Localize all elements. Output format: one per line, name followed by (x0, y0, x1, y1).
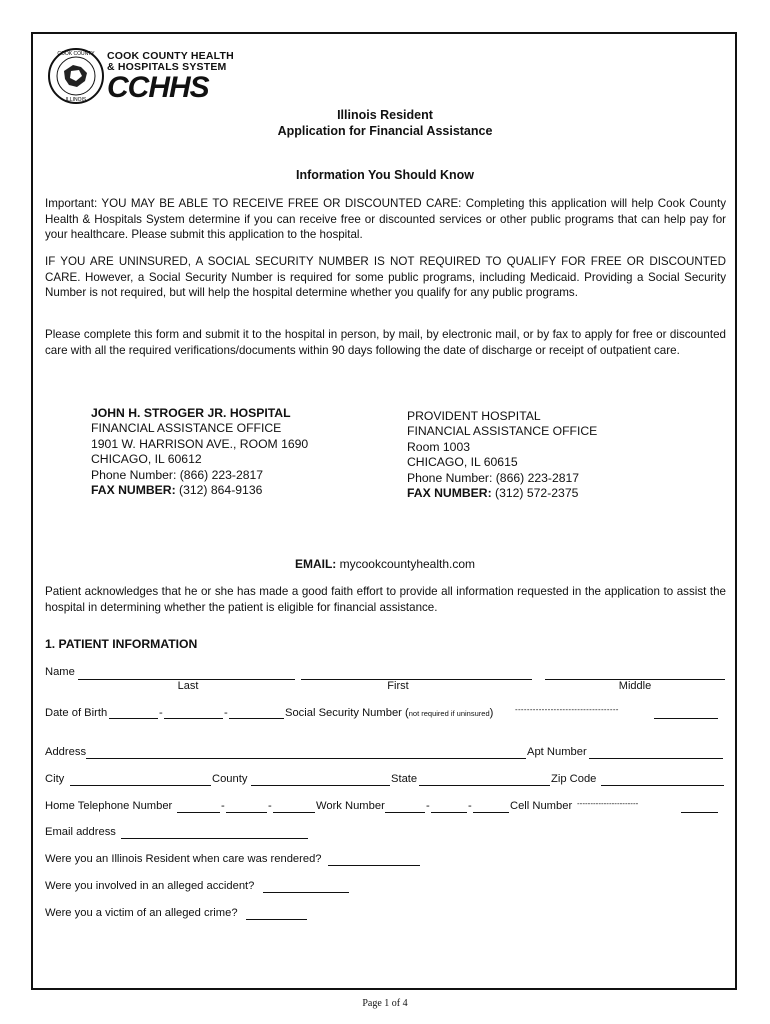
city-field[interactable] (70, 785, 211, 786)
state-field[interactable] (419, 785, 550, 786)
cell-number-label: Cell Number (510, 800, 573, 812)
home-phone-area-field[interactable] (177, 812, 220, 813)
stroger-phone: Phone Number: (866) 223-2817 (91, 467, 264, 482)
provident-address (407, 409, 597, 501)
work-area-field[interactable] (385, 812, 425, 813)
logo-abbreviation: CCHHS (107, 71, 209, 104)
cell-field[interactable] (681, 812, 718, 813)
dob-day-field[interactable] (164, 718, 223, 719)
dob-label: Date of Birth (45, 707, 108, 719)
stroger-street: 1901 W. HARRISON AVE., ROOM 1690 (91, 436, 309, 451)
question-alleged-crime: Were you a victim of an alleged crime? (45, 907, 238, 919)
intro-paragraph-3: Please complete this form and submit it to the hospital in person, by mail, by electronic mail, or by fax to apply for free or discounted care with all the required verifications/documents within 90 days following the date of discharge or receipt of outpatient care. (45, 328, 726, 357)
intro-paragraph-2: IF YOU ARE UNINSURED, A SOCIAL SECURITY NUMBER IS NOT REQUIRED TO QUALIFY FOR FREE OR DISCOUNTED CARE. However, a Social Security Number is required for some public programs, including Medicaid. Providing a Social Security Number is not required, but will help the hospital determine whether you qualify for any public programs. (45, 255, 726, 300)
email-address-field[interactable] (121, 838, 308, 839)
ssn-note: not required if uninsured (408, 709, 490, 718)
stroger-city: CHICAGO, IL 60612 (91, 452, 202, 467)
cell-dashes: ----------------------- (577, 799, 639, 808)
work-line-field[interactable] (473, 812, 509, 813)
home-phone-line-field[interactable] (273, 812, 315, 813)
stroger-name: JOHN H. STROGER JR. HOSPITAL (91, 406, 291, 420)
provident-phone: Phone Number: (866) 223-2817 (407, 470, 580, 485)
zip-label: Zip Code (551, 773, 597, 785)
illinois-resident-answer-field[interactable] (328, 865, 420, 866)
stroger-office: FINANCIAL ASSISTANCE OFFICE (91, 421, 282, 436)
intro-paragraph-1: Important: YOU MAY BE ABLE TO RECEIVE FREE OR DISCOUNTED CARE: Completing this application will help Cook County Health & Hospitals System determine if you can receive free or discounted services or other public programs that can help pay for your healthcare. Please submit this application to the hospital. (45, 197, 726, 242)
email-line (45, 557, 725, 571)
apt-label: Apt Number (527, 746, 587, 758)
dob-dash-1: - (159, 707, 163, 719)
form-subtitle: Application for Financial Assistance (277, 124, 493, 138)
ssn-dashes: ----------------------------------- (515, 705, 619, 714)
svg-text:ILLINOIS: ILLINOIS (65, 97, 87, 103)
ssn-label: Social Security Number (not required if uninsured) (285, 707, 494, 719)
form-title: Illinois Resident (337, 108, 433, 122)
cchhs-logo (47, 47, 237, 105)
email-label: EMAIL: (294, 557, 337, 571)
county-seal-icon (47, 47, 105, 105)
home-phone-prefix-field[interactable] (226, 812, 267, 813)
apt-field[interactable] (589, 758, 723, 759)
provident-office: FINANCIAL ASSISTANCE OFFICE (407, 424, 598, 439)
dob-month-field[interactable] (109, 718, 158, 719)
dob-year-field[interactable] (229, 718, 284, 719)
dob-dash-2: - (224, 707, 228, 719)
work-number-label: Work Number (316, 800, 385, 812)
home-phone-label: Home Telephone Number (45, 800, 173, 812)
county-label: County (212, 773, 248, 785)
middle-caption: Middle (618, 680, 652, 692)
svg-text:COOK COUNTY: COOK COUNTY (57, 51, 95, 57)
home-phone-dash-2: - (268, 800, 272, 812)
email-value: mycookcountyhealth.com (339, 557, 476, 571)
ssn-field[interactable] (654, 718, 718, 719)
provident-fax: FAX NUMBER: (312) 572-2375 (407, 486, 579, 501)
email-address-label: Email address (45, 826, 116, 838)
stroger-address (91, 406, 308, 498)
home-phone-dash-1: - (221, 800, 225, 812)
last-caption: Last (177, 680, 199, 692)
address-label: Address (45, 746, 87, 758)
work-dash-1: - (426, 800, 430, 812)
provident-room: Room 1003 (407, 439, 471, 454)
provident-name: PROVIDENT HOSPITAL (407, 409, 541, 423)
city-label: City (45, 773, 65, 785)
question-illinois-resident: Were you an Illinois Resident when care was rendered? (45, 853, 322, 865)
patient-info-heading: 1. PATIENT INFORMATION (45, 637, 198, 651)
provident-city: CHICAGO, IL 60615 (407, 455, 518, 470)
alleged-crime-answer-field[interactable] (246, 919, 307, 920)
work-prefix-field[interactable] (431, 812, 467, 813)
page-number: Page 1 of 4 (362, 998, 408, 1009)
first-caption: First (387, 680, 409, 692)
stroger-fax: FAX NUMBER: (312) 864-9136 (91, 483, 263, 498)
logo-org-name: COOK COUNTY HEALTH & HOSPITALS SYSTEM (107, 50, 234, 73)
acknowledgement-text: Patient acknowledges that he or she has made a good faith effort to provide all information requested in the application to assist the hospital in determining whether the patient is eligible for financial assistance. (45, 585, 726, 614)
county-field[interactable] (251, 785, 390, 786)
state-label: State (391, 773, 418, 785)
alleged-accident-answer-field[interactable] (263, 892, 349, 893)
work-dash-2: - (468, 800, 472, 812)
zip-field[interactable] (601, 785, 724, 786)
question-alleged-accident: Were you involved in an alleged accident? (45, 880, 255, 892)
name-label: Name (45, 666, 75, 678)
address-field[interactable] (86, 758, 526, 759)
section-heading: Information You Should Know (296, 168, 474, 182)
